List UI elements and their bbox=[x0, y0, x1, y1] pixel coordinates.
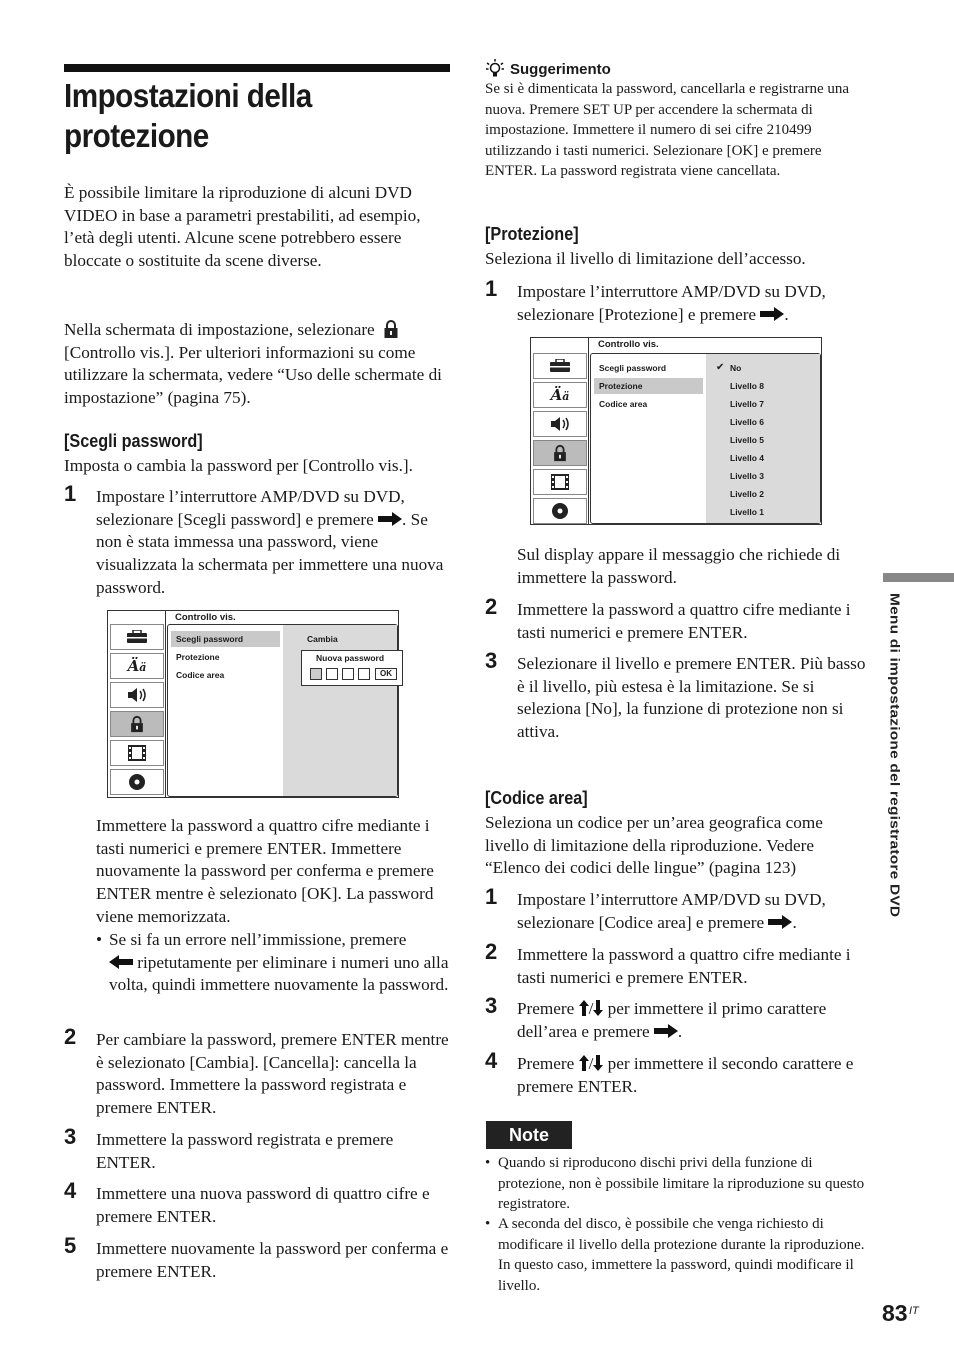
language-icon: Ää bbox=[533, 382, 587, 408]
digit-box bbox=[326, 668, 338, 680]
menu-item: Codice area bbox=[599, 399, 648, 409]
digit-box bbox=[310, 668, 322, 680]
scegli-step3: Immettere la password registrata e premere ENTER. bbox=[96, 1130, 394, 1172]
disc-icon bbox=[533, 498, 587, 524]
arrow-right-icon bbox=[654, 1024, 678, 1038]
section-header-codice: [Codice area] bbox=[485, 788, 588, 808]
codice-step3: Premere / per immettere il primo carattere dell’area e premere . bbox=[517, 999, 827, 1041]
step-number: 4 bbox=[64, 1178, 77, 1203]
protezione-after1: Sul display appare il messaggio che richiede di immettere la password. bbox=[517, 545, 841, 587]
tip-header bbox=[485, 58, 611, 80]
audio-icon bbox=[533, 411, 587, 437]
sidebar-label: Menu di impostazione del registratore DVD bbox=[886, 593, 902, 918]
level-option: Livello 5 bbox=[730, 435, 765, 445]
protezione-step3: Selezionare il livello e premere ENTER. Più basso è il livello, più estesa è la limitazione. Se si seleziona [No], la funzione di protezione non si attiva. bbox=[517, 654, 866, 742]
scegli-after1: Immettere la password a quattro cifre mediante i tasti numerici e premere ENTER. Immettere nuovamente la password per conferma e premere ENTER mentre è selezionato [OK]. La password viene memorizzata. bbox=[96, 816, 434, 926]
arrow-up-icon bbox=[579, 1055, 589, 1071]
screen-title: Controllo vis. bbox=[175, 612, 236, 623]
step-number: 5 bbox=[64, 1233, 77, 1258]
note-badge: Note bbox=[486, 1121, 572, 1149]
ok-box: OK bbox=[375, 668, 397, 680]
title-rule bbox=[64, 64, 450, 72]
menu-item: Protezione bbox=[599, 381, 643, 391]
page-number: 83 bbox=[882, 1300, 908, 1326]
film-icon bbox=[533, 469, 587, 495]
level-option: Livello 3 bbox=[730, 471, 765, 481]
scegli-step2: Per cambiare la password, premere ENTER mentre è selezionato [Cambia]. [Cancella]: cancella la password. Immettere la password registrata e premere ENTER. bbox=[96, 1030, 449, 1118]
step-number: 3 bbox=[64, 1124, 77, 1149]
arrow-down-icon bbox=[593, 1055, 603, 1071]
level-option: Livello 7 bbox=[730, 399, 765, 409]
page-title: Impostazioni della protezione bbox=[64, 77, 312, 154]
intro-paragraph-2: Nella schermata di impostazione, selezionare [Controllo vis.]. Per ulteriori informazioni su come utilizzare la schermata, vedere “Uso delle schermate di impostazione” (pagina 75). bbox=[64, 320, 442, 408]
step-number: 1 bbox=[485, 884, 498, 909]
note-item: • Quando si riproducono dischi privi della funzione di protezione, non è possibile limitare la riproduzione su questo registratore. bbox=[485, 1155, 865, 1212]
sidebar-tab bbox=[883, 573, 954, 582]
section-header-scegli: [Scegli password] bbox=[64, 431, 203, 451]
arrow-left-icon bbox=[109, 955, 133, 969]
step-number: 2 bbox=[64, 1024, 77, 1049]
step-number: 1 bbox=[485, 276, 498, 301]
language-icon: Ää bbox=[110, 653, 164, 679]
toolbox-icon bbox=[110, 624, 164, 650]
level-option: Livello 8 bbox=[730, 381, 765, 391]
codice-step2: Immettere la password a quattro cifre mediante i tasti numerici e premere ENTER. bbox=[517, 945, 851, 987]
tip-text: Se si è dimenticata la password, cancellarla e registrarne una nuova. Premere SET UP per accendere la schermata di impostazione. Immettere il numero di sei cifre 210499 utilizzando i tasti numerici. Selezionare [OK] e premere ENTER. La password registrata viene cancellata. bbox=[485, 81, 850, 179]
menu-item: Protezione bbox=[176, 652, 220, 662]
digit-box bbox=[358, 668, 370, 680]
parental-lock-icon bbox=[110, 711, 164, 737]
arrow-down-icon bbox=[593, 1000, 603, 1016]
scegli-step1: Impostare l’interruttore AMP/DVD su DVD, selezionare [Scegli password] e premere . Se non è stata immessa una password, viene visualizzata la schermata per immettere una nuova password. bbox=[96, 487, 444, 597]
menu-item: Scegli password bbox=[176, 634, 244, 644]
section-header-protezione: [Protezione] bbox=[485, 224, 579, 244]
password-dialog bbox=[301, 650, 403, 686]
menu-item: Codice area bbox=[176, 670, 225, 680]
screen-mockup-protezione bbox=[530, 337, 822, 525]
screen-mockup-password bbox=[107, 610, 399, 798]
lightbulb-icon bbox=[485, 58, 505, 80]
level-option: Livello 6 bbox=[730, 417, 765, 427]
scegli-desc: Imposta o cambia la password per [Controllo vis.]. bbox=[64, 456, 413, 475]
check-icon: ✔ bbox=[716, 362, 725, 373]
codice-desc: Seleziona un codice per un’area geografica come livello di limitazione della riproduzione. Vedere “Elenco dei codici delle lingue” (pagina 123) bbox=[485, 813, 823, 878]
step-number: 2 bbox=[485, 594, 498, 619]
tip-title: Suggerimento bbox=[510, 60, 611, 78]
step-number: 4 bbox=[485, 1048, 498, 1073]
film-icon bbox=[110, 740, 164, 766]
arrow-right-icon bbox=[768, 915, 792, 929]
audio-icon bbox=[110, 682, 164, 708]
menu-panel bbox=[167, 624, 398, 797]
step-number: 1 bbox=[64, 481, 77, 506]
dialog-title: Nuova password bbox=[316, 653, 385, 663]
screen-title: Controllo vis. bbox=[598, 339, 659, 350]
step-number: 3 bbox=[485, 648, 498, 673]
menu-panel bbox=[590, 353, 821, 524]
step-number: 2 bbox=[485, 939, 498, 964]
menu-item: Scegli password bbox=[599, 363, 667, 373]
level-option: Livello 2 bbox=[730, 489, 765, 499]
bullet-item: • Se si fa un errore nell’immissione, premere ripetutamente per eliminare i numeri uno alla volta, quindi immettere nuovamente la password. bbox=[96, 930, 449, 995]
note-item: • A seconda del disco, è possibile che venga richiesto di modificare il livello della protezione durante la riproduzione. In questo caso, immettere la password, quindi modificare il livello. bbox=[485, 1216, 865, 1294]
icon-column bbox=[108, 611, 166, 797]
scegli-step5: Immettere nuovamente la password per conferma e premere ENTER. bbox=[96, 1239, 449, 1281]
intro-paragraph: È possibile limitare la riproduzione di alcuni DVD VIDEO in base a parametri prestabiliti, ad esempio, l’età degli utenti. Alcune scene potrebbero essere bloccate o sostituite da scene diverse. bbox=[64, 183, 421, 271]
parental-lock-icon bbox=[533, 440, 587, 466]
menu-value: Cambia bbox=[307, 634, 338, 644]
level-option: Livello 4 bbox=[730, 453, 765, 463]
step-number: 3 bbox=[485, 993, 498, 1018]
disc-icon bbox=[110, 769, 164, 795]
arrow-right-icon bbox=[760, 307, 784, 321]
arrow-up-icon bbox=[579, 1000, 589, 1016]
page-suffix: IT bbox=[909, 1305, 919, 1317]
arrow-right-icon bbox=[378, 512, 402, 526]
digit-box bbox=[342, 668, 354, 680]
icon-column bbox=[531, 338, 589, 524]
codice-step4: Premere / per immettere il secondo carattere e premere ENTER. bbox=[517, 1054, 854, 1096]
codice-step1: Impostare l’interruttore AMP/DVD su DVD, selezionare [Codice area] e premere . bbox=[517, 890, 826, 932]
scegli-step4: Immettere una nuova password di quattro cifre e premere ENTER. bbox=[96, 1184, 430, 1226]
lock-icon bbox=[383, 319, 399, 339]
protezione-desc: Seleziona il livello di limitazione dell’accesso. bbox=[485, 249, 806, 268]
toolbox-icon bbox=[533, 353, 587, 379]
level-option: No bbox=[730, 363, 742, 373]
protezione-step1: Impostare l’interruttore AMP/DVD su DVD, selezionare [Protezione] e premere . bbox=[517, 282, 826, 324]
protezione-step2: Immettere la password a quattro cifre mediante i tasti numerici e premere ENTER. bbox=[517, 600, 851, 642]
level-option: Livello 1 bbox=[730, 507, 765, 517]
